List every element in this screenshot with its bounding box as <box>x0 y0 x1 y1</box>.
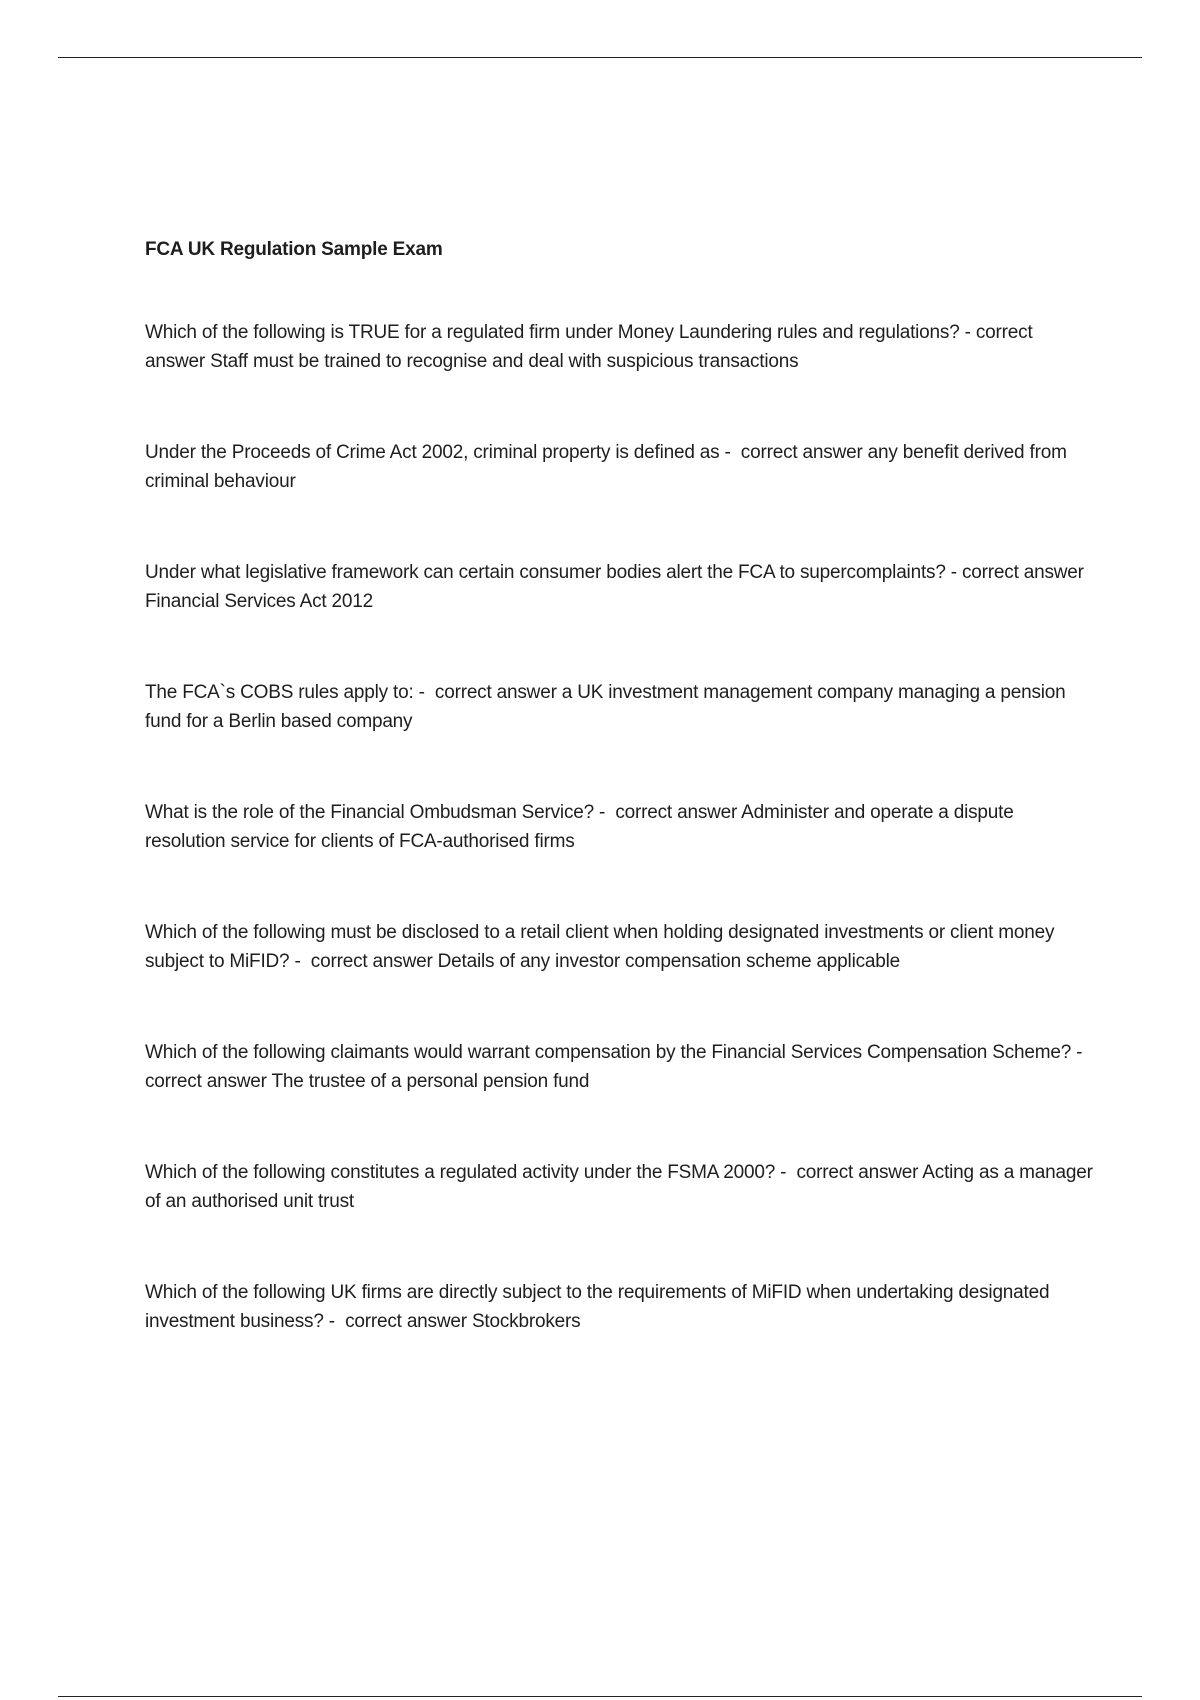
qa-item: Under the Proceeds of Crime Act 2002, criminal property is defined as - correct answer any benefit derived from criminal behaviour <box>145 442 1072 492</box>
qa-item: Which of the following claimants would warrant compensation by the Financial Services Compensation Scheme? - correct answer The trustee of a personal pension fund <box>145 1042 1093 1092</box>
qa-item: Which of the following is TRUE for a regulated firm under Money Laundering rules and regulations? - correct answer Staff must be trained to recognise and deal with suspicious transactions <box>145 322 1038 372</box>
qa-item: Under what legislative framework can certain consumer bodies alert the FCA to supercomplaints? - correct answer Financial Services Act 2012 <box>145 562 1089 612</box>
qa-item: The FCA`s COBS rules apply to: - correct answer a UK investment management company managing a pension fund for a Berlin based company <box>145 682 1071 732</box>
qa-item: Which of the following constitutes a regulated activity under the FSMA 2000? - correct answer Acting as a manager of an authorised unit trust <box>145 1162 1098 1212</box>
top-rule <box>58 57 1142 58</box>
qa-item: Which of the following must be disclosed to a retail client when holding designated investments or client money subject to MiFID? - correct answer Details of any investor compensation scheme applicable <box>145 922 1060 972</box>
bottom-rule <box>58 1696 1142 1697</box>
document-body <box>145 237 1098 1398</box>
document-title: FCA UK Regulation Sample Exam <box>145 239 443 260</box>
qa-item: What is the role of the Financial Ombudsman Service? - correct answer Administer and operate a dispute resolution service for clients of FCA-authorised firms <box>145 802 1019 852</box>
qa-item: Which of the following UK firms are directly subject to the requirements of MiFID when undertaking designated investment business? - correct answer Stockbrokers <box>145 1282 1055 1332</box>
